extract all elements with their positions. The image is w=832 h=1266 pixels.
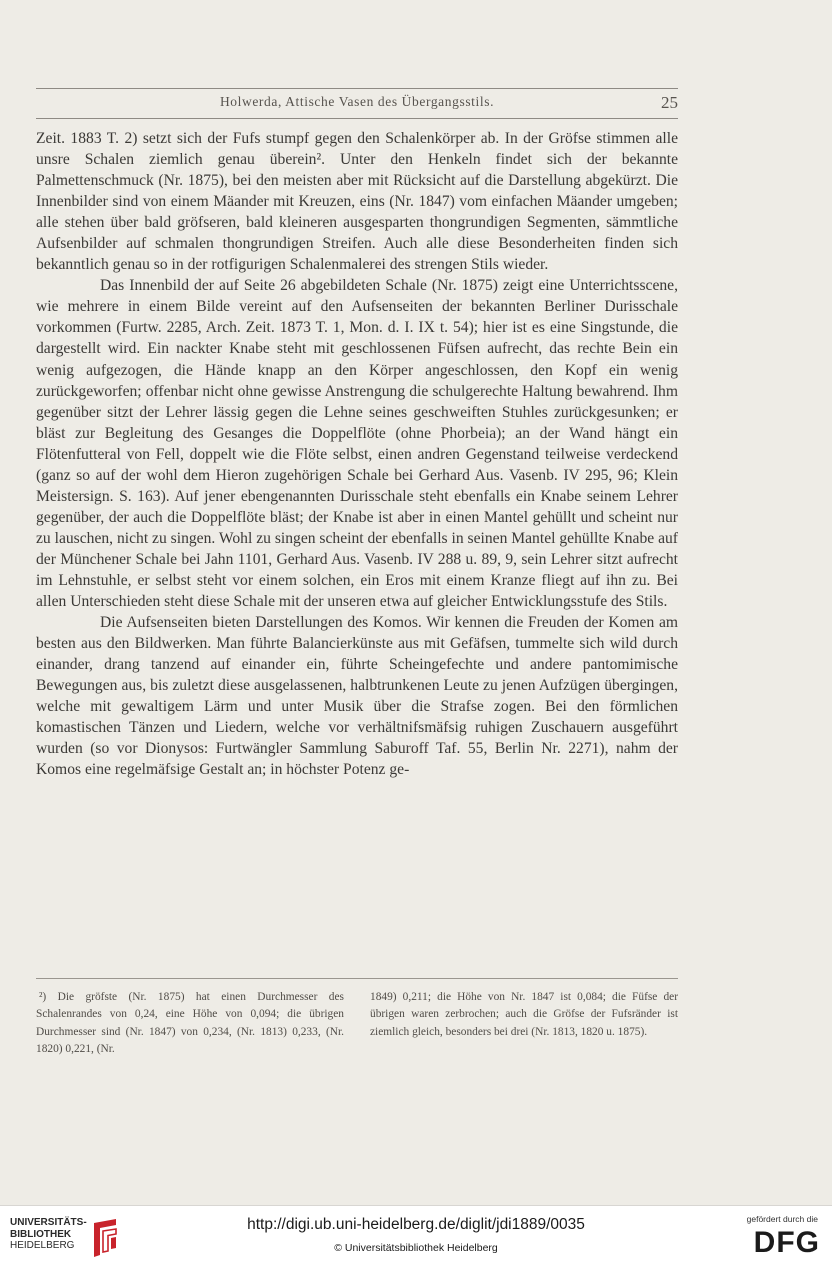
page-number: 25: [661, 93, 678, 112]
permalink[interactable]: http://digi.ub.uni-heidelberg.de/diglit/jdi1889/0035: [247, 1216, 585, 1233]
paragraph-3: Die Aufsenseiten bieten Darstellungen des Komos. Wir kennen die Freuden der Komen am besten aus den Bildwerken. Man führte Balancierkünste aus mit Gefäfsen, tummelte sich wild durch einander, drang tanzend auf einander ein, führte Scheingefechte und andere pantomimische Bewegungen aus, bis zuletzt diese ausgelassenen, halbtrunkenen Leute zu jenen Aufzügen übergingen, welche mit gewaltigem Lärm und unter Musik über die Strafse zogen. Bei den förmlichen komastischen Tänzen und Liedern, welche vor verhältnifsmäfsig ruhigen Zuschauern ausgeführt wurden (so vor Dionysos: Furtwängler Sammlung Saburoff Taf. 55, Berlin Nr. 2271), nahm der Komos eine regelmäfsige Gestalt an; in höchster Potenz ge-: [36, 614, 678, 779]
paragraph-1: Zeit. 1883 T. 2) setzt sich der Fufs stumpf gegen den Schalenkörper ab. In der Gröfse stimmen alle unsre Schalen ziemlich genau überein². Unter den Henkeln findet sich der bekannte Palmettenschmuck (Nr. 1875), bei den meisten aber mit Rücksicht auf die Darstellung abgekürzt. Die Innenbilder sind von einem Mäander mit Kreuzen, eins (Nr. 1847) vom einfachen Mäander umgeben; alle stehen über bald gröfseren, bald kleineren ausgesparten thongrundigen Segmenten, sämmtliche Aufsenbilder auf schmalen thongrundigen Streifen. Auch alle diese Besonderheiten finden sich bekanntlich genau so in der rotfigurigen Schalenmalerei des strengen Stils wieder.: [36, 130, 678, 274]
dfg-logo-text: DFG: [753, 1226, 820, 1259]
footnotes: [36, 989, 678, 1059]
footnote-right-column: 1849) 0,211; die Höhe von Nr. 1847 ist 0,084; die Füfse der übrigen waren zerbrochen; auch die Gröfse der Fufsränder ist ziemlich gleich, besonders bei drei (Nr. 1813, 1820 u. 1875).: [370, 991, 678, 1038]
header-bottom-rule: [36, 118, 678, 119]
footnote-left-column: ²) Die gröfste (Nr. 1875) hat einen Durchmesser des Schalenrandes von 0,24, eine Höhe von 0,094; die übrigen Durchmesser sind (Nr. 1847) von 0,234, (Nr. 1813) 0,233, (Nr. 1820) 0,221, (Nr.: [36, 991, 344, 1056]
copyright-notice: © Universitätsbibliothek Heidelberg: [334, 1242, 498, 1254]
library-name-line-1: UNIVERSITÄTS-: [10, 1217, 87, 1228]
funding-note: gefördert durch die: [746, 1214, 818, 1224]
header-top-rule: [36, 88, 678, 89]
footnote-rule: [36, 978, 678, 979]
main-text: [36, 128, 678, 780]
running-header: [36, 94, 678, 116]
library-name-line-3: HEIDELBERG: [10, 1240, 75, 1251]
library-name-line-2: BIBLIOTHEK: [10, 1228, 72, 1240]
dfg-funder-logo[interactable]: [728, 1214, 820, 1262]
paragraph-2: Das Innenbild der auf Seite 26 abgebildeten Schale (Nr. 1875) zeigt eine Unterrichtsscene, wie mehrere in einem Bilde vereint auf den Aufsenseiten der bekannten Berliner Durisschale vorkommen (Furtw. 2285, Arch. Zeit. 1873 T. 1, Mon. d. I. IX t. 54); hier ist es eine Singstunde, die dargestellt wird. Ein nackter Knabe steht mit geschlossenen Füfsen aufrecht, das rechte Bein ein wenig aufgezogen, die Hände knapp an den Körper angeschlossen, den Kopf ein wenig zurückgeworfen; offenbar nicht ohne gewisse Anstrengung die schulgerechte Haltung bewahrend. Ihm gegenüber sitzt der Lehrer lässig gegen die Lehne seines geschweiften Stuhles zurückgesunken; er bläst zur Begleitung des Gesanges die Doppelflöte (ohne Phorbeia); an der Wand hängt ein Flötenfutteral von Fell, doppelt wie die Flöte selbst, einen andren Gegenstand teilweise verdeckend (ganz so auf der wohl dem Hieron zugehörigen Schale bei Gerhard Aus. Vasenb. IV 295, 96; Klein Meistersign. S. 163). Auf jener ebengenannten Durisschale steht ebenfalls ein Knabe seinem Lehrer gegenüber, der auch die Doppelflöte bläst; der Knabe ist aber in einen Mantel gehüllt und scheint nur zu lauschen, nicht zu singen. Wohl zu singen scheint der ebenfalls in seinen Mantel gehüllte Knabe auf der Münchener Schale bei Jahn 1101, Gerhard Aus. Vasenb. IV 288 u. 89, 9, sein Lehrer sitzt aufrecht im Lehnstuhle, er selbst steht vor einem solchen, ein Eros mit einem Kranze fliegt auf ihn zu. Bei allen Unterschieden steht diese Schale mit der unseren etwa auf gleicher Entwicklungsstufe des Stils.: [36, 277, 678, 611]
running-title: Holwerda, Attische Vasen des Übergangsstils.: [219, 94, 495, 109]
viewer-footer: [0, 1205, 832, 1266]
